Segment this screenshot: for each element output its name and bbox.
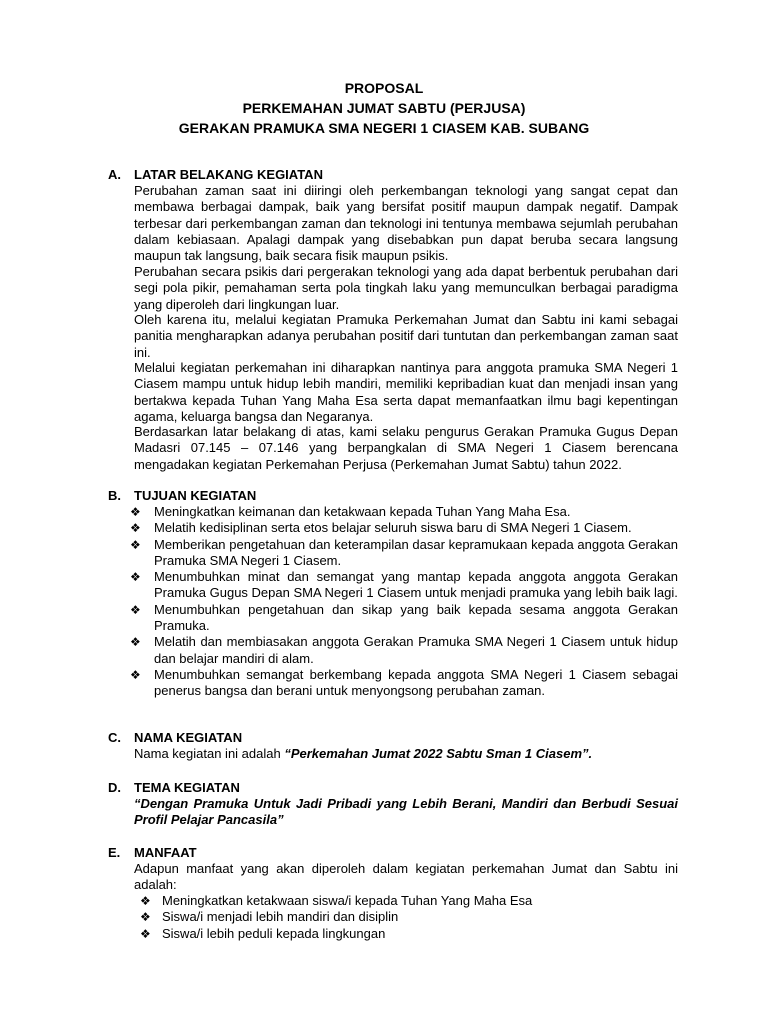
section-a-heading: LATAR BELAKANG KEGIATAN [134, 167, 323, 182]
list-item-text: Melatih dan membiasakan anggota Gerakan Pramuka SMA Negeri 1 Ciasem untuk hidup dan belajar mandiri di alam. [154, 634, 678, 666]
section-b-letter: B. [108, 488, 121, 503]
doc-title-line2: PERKEMAHAN JUMAT SABTU (PERJUSA) [242, 100, 526, 116]
list-item [130, 537, 678, 570]
section-c-heading: NAMA KEGIATAN [134, 730, 243, 745]
diamond-bullet-icon: ❖ [130, 521, 141, 536]
diamond-bullet-icon: ❖ [130, 505, 141, 519]
diamond-bullet-icon: ❖ [130, 602, 141, 617]
section-e-heading: MANFAAT [134, 845, 197, 860]
list-item [130, 634, 678, 667]
activity-theme-text [134, 796, 678, 829]
list-item-text: Siswa/i lebih peduli kepada lingkungan [162, 925, 386, 941]
diamond-bullet-icon: ❖ [140, 910, 151, 925]
section-a-paragraph-3: Oleh karena itu, melalui kegiatan Pramuka Perkemahan Jumat dan Sabtu ini kami sebagai panitia mengharapkan adanya perubahan positif dari tuntutan dan perkembangan zaman saat ini. [134, 312, 678, 360]
section-b-heading: TUJUAN KEGIATAN [134, 488, 257, 503]
benefits-intro: Adapun manfaat yang akan diperoleh dalam kegiatan perkemahan Jumat dan Sabtu ini adalah: [134, 861, 678, 893]
section-a-letter: A. [108, 167, 121, 182]
list-item [130, 602, 678, 635]
list-item-text: Menumbuhkan pengetahuan dan sikap yang baik kepada sesama anggota Gerakan Pramuka. [154, 601, 678, 634]
list-item-text: Menumbuhkan minat dan semangat yang mantap kepada anggota anggota Gerakan Pramuka Gugus Depan SMA Negeri 1 Ciasem untuk menjadi pramuka yang lebih baik lagi. [154, 569, 678, 601]
section-e-letter: E. [108, 845, 121, 860]
section-a-paragraph-4: Melalui kegiatan perkemahan ini diharapkan nantinya para anggota pramuka SMA Negeri 1 Ciasem mampu untuk hidup lebih mandiri, memiliki kepribadian kuat dan menjadi insan yang bertakwa kepada Tuhan Yang Maha Esa serta dapat memanfaatkan ilmu bagi kepentingan agama, keluarga bangsa dan Negaranya. [134, 360, 678, 424]
list-item-text: Menumbuhkan semangat berkembang kepada anggota SMA Negeri 1 Ciasem sebagai penerus bangsa dan berani untuk menyongsong perubahan zaman. [154, 666, 678, 699]
diamond-bullet-icon: ❖ [130, 667, 141, 682]
activity-name: “Perkemahan Jumat 2022 Sabtu Sman 1 Ciasem”. [284, 746, 593, 761]
list-item-text: Melatih kedisiplinan serta etos belajar seluruh siswa baru di SMA Negeri 1 Ciasem. [154, 520, 632, 536]
objectives-list [130, 504, 678, 700]
section-a-paragraph-5: Berdasarkan latar belakang di atas, kami selaku pengurus Gerakan Pramuka Gugus Depan Madasri 07.145 – 07.146 yang berpangkalan di SMA Negeri 1 Ciasem berencana mengadakan kegiatan Perkemahan Perjusa (Perkemahan Jumat Sabtu) tahun 2022. [134, 424, 678, 472]
doc-title-line1: PROPOSAL [344, 80, 424, 96]
section-d-heading: TEMA KEGIATAN [134, 780, 240, 795]
list-item [130, 667, 678, 700]
list-item [134, 909, 678, 925]
benefits-list [134, 893, 678, 942]
section-a-paragraph-2: Perubahan secara psikis dari pergerakan teknologi yang ada dapat berbentuk perubahan dari segi pola pikir, pemahaman serta pola tingkah laku yang memunculkan berbagai paradigma yang diperoleh dari lingkungan luar. [134, 264, 678, 312]
activity-name-prefix: Nama kegiatan ini adalah [134, 746, 285, 761]
diamond-bullet-icon: ❖ [140, 894, 151, 908]
activity-theme: “Dengan Pramuka Untuk Jadi Pribadi yang Lebih Berani, Mandiri dan Berbudi Sesuai Profil Pelajar Pancasila” [134, 796, 678, 828]
list-item [130, 569, 678, 602]
doc-title-line3: GERAKAN PRAMUKA SMA NEGERI 1 CIASEM KAB. SUBANG [178, 120, 590, 136]
list-item [130, 520, 678, 536]
diamond-bullet-icon: ❖ [130, 537, 141, 552]
activity-name-text [134, 746, 678, 762]
list-item-text: Memberikan pengetahuan dan keterampilan dasar kepramukaan kepada anggota Gerakan Pramuka SMA Negeri 1 Ciasem. [154, 536, 678, 568]
diamond-bullet-icon: ❖ [130, 570, 141, 585]
diamond-bullet-icon: ❖ [140, 926, 151, 941]
list-item-text: Siswa/i menjadi lebih mandiri dan disiplin [162, 909, 399, 925]
list-item [134, 893, 678, 909]
diamond-bullet-icon: ❖ [130, 635, 141, 650]
section-d-letter: D. [108, 780, 121, 795]
list-item-text: Meningkatkan keimanan dan ketakwaan kepada Tuhan Yang Maha Esa. [154, 504, 571, 519]
section-c-letter: C. [108, 730, 121, 745]
list-item [134, 926, 678, 942]
section-a-paragraph-1: Perubahan zaman saat ini diiringi oleh perkembangan teknologi yang sangat cepat dan membawa berbagai dampak, baik yang bersifat positif maupun dampak negatif. Dampak terbesar dari perkembangan zaman dan teknologi ini tentunya membawa sejumlah perubahan dalam kebiasaan. Apalagi dampak yang disebabkan pun dapat beruba secara langsung maupun tak langsung, baik secara fisik maupun psikis. [134, 183, 678, 264]
list-item [130, 504, 678, 520]
list-item-text: Meningkatkan ketakwaan siswa/i kepada Tuhan Yang Maha Esa [162, 893, 533, 908]
